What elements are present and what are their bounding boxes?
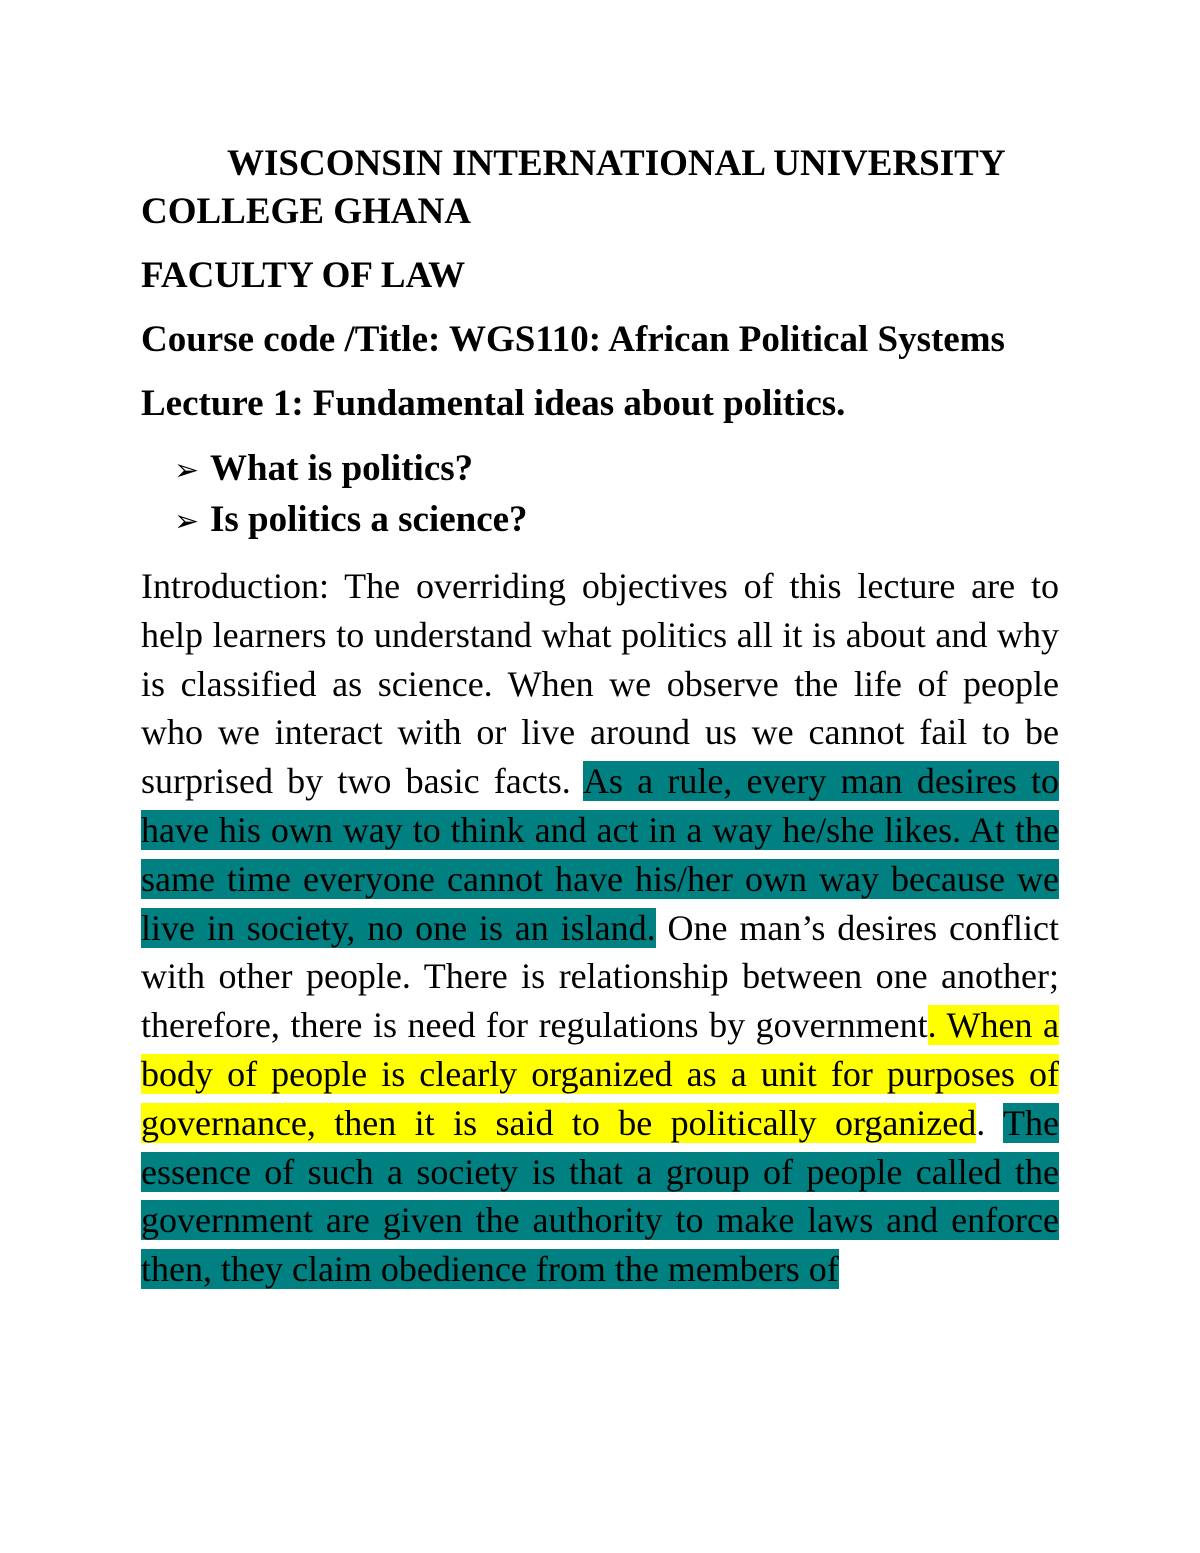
lecture-title: Lecture 1: Fundamental ideas about politics.	[141, 383, 846, 424]
institution-title: WISCONSIN INTERNATIONAL UNIVERSITY COLLEGE GHANA	[141, 143, 1005, 232]
document-content	[141, 140, 1059, 1294]
question-text: Is politics a science?	[210, 499, 528, 540]
yellow-highlight: . When a body of people is clearly organized as a unit for purposes of governance, then it is said to be politically organized	[141, 1005, 1059, 1143]
course-title: Course code /Title: WGS110: African Political Systems	[141, 319, 1005, 360]
body-text-segment: .	[976, 1102, 1004, 1143]
question-text: What is politics?	[210, 448, 474, 489]
list-item	[174, 444, 1059, 495]
arrow-bullet-icon: ➢	[174, 453, 200, 488]
list-item	[174, 495, 1059, 546]
faculty-heading: FACULTY OF LAW	[141, 255, 466, 296]
body-text-segment: One man’s desires conflict with other people. There is relationship between one another; therefore, there is need for regulations by government	[141, 907, 1060, 1046]
teal-highlight: As a rule, every man desires to have his own way to think and act in a way he/she likes. At the same time everyone cannot have his/her own way because we live in society, no one is an island.	[141, 761, 1059, 948]
question-list	[141, 444, 1059, 546]
arrow-bullet-icon: ➢	[174, 504, 200, 539]
body-text-segment: Introduction: The overriding objectives of this lecture are to help learners to understand what politics all it is about and why is classified as science. When we observe the life of people who we interact with or live around us we cannot fail to be surprised by two basic facts.	[141, 566, 1059, 802]
teal-highlight: The essence of such a society is that a group of people called the government are given the authority to make laws and enforce then, they claim obedience from the members of	[141, 1102, 1059, 1290]
introduction-paragraph	[141, 562, 1059, 1294]
